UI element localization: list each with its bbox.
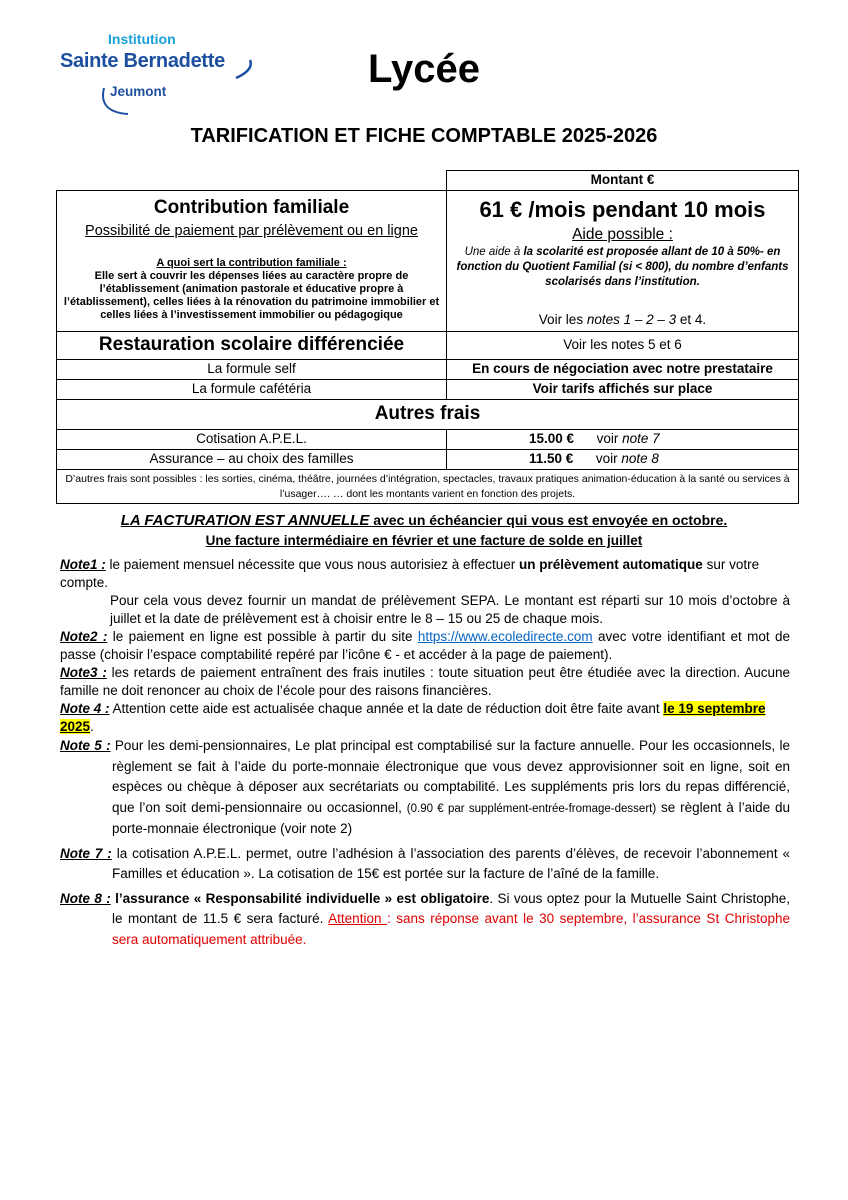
assurance-amount: 11.50 € <box>529 451 574 467</box>
autres-frais-title: Autres frais <box>57 400 799 430</box>
document-title: TARIFICATION ET FICHE COMPTABLE 2025-2026 <box>190 125 658 147</box>
note-7: Note 7 : la cotisation A.P.E.L. permet, outre l’adhésion à l’association des parents d’élèves, de recevoir l’abonnement « Familles et éducation ». La cotisation de 15€ est portée sur la facture de l’aîné de la famille. <box>60 845 790 881</box>
note-8: Note 8 : l’assurance « Responsabilité individuelle » est obligatoire. Si vous optez pour la Mutuelle Saint Christophe, le montant de 11.5 € sera facturé. Attention : sans réponse avant le 30 septembre, l’assurance St Christophe sera automatiquement attribuée. <box>60 890 790 947</box>
note-4: Note 4 : Attention cette aide est actualisée chaque année et la date de réduction doit être faite avant le 19 septembre 2025. <box>60 701 766 734</box>
note-1-continued: Pour cela vous devez fournir un mandat de prélèvement SEPA. Le montant est réparti sur 10 mois d’octobre à juillet et la date de prélèvement est à choisir entre le 8 – 15 ou 25 de chaque mois. <box>110 593 790 626</box>
tarif-table <box>56 170 799 504</box>
aid-title: Aide possible : <box>572 226 673 244</box>
ecoledirecte-link[interactable]: https://www.ecoledirecte.com <box>417 629 593 644</box>
note-3: Note3 : les retards de paiement entraînent des frais inutiles : toute situation peut être étudiée avec la direction. Aucune famille ne doit renoncer au choix de l’école pour des raisons financières. <box>60 665 790 698</box>
notes-section <box>60 556 790 950</box>
apel-amount: 15.00 € <box>529 431 575 447</box>
deadline-highlight: le 19 septembre 2025 <box>60 701 766 734</box>
assurance-value: 11.50 € voir note 8 <box>447 450 799 470</box>
apel-value: 15.00 € voir note 7 <box>447 430 799 450</box>
billing-line-2: Une facture intermédiaire en février et une facture de solde en juillet <box>205 533 643 548</box>
billing-line-1: LA FACTURATION EST ANNUELLE avec un échéancier qui vous est envoyée en octobre. <box>120 512 728 529</box>
contribution-title: Contribution familiale <box>153 197 350 218</box>
contribution-cell <box>57 191 447 332</box>
page-title: Lycée <box>368 47 480 91</box>
note-5: Note 5 : Pour les demi-pensionnaires, Le plat principal est comptabilisé sur la facture annuelle. Pour les occasionnels, le règlement se fait à l’aide du porte-monnaie électronique que vous devez approvisionner soit en ligne, soit en espèces ou chèque à déposer aux secrétariats ou comptabilité. Les suppléments pris lors du repas différencié, que l’on soit demi-pensionnaire ou occasionnel, (0.90 € par supplément-entrée-fromage-dessert) se règlent à l’aide du porte-monnaie électronique (voir note 2) <box>60 738 790 836</box>
empty-cell <box>57 171 447 191</box>
logo-text-institution: Institution <box>108 31 176 47</box>
autres-frais-footnote: D’autres frais sont possibles : les sorties, cinéma, théâtre, journées d’intégration, spectacles, travaux pratiques animation-éducation à la santé ou services à l’usager…. … dont les montants varient en fonction des projets. <box>57 470 799 504</box>
logo-text-city: Jeumont <box>110 84 167 99</box>
contribution-purpose-title: A quoi sert la contribution familiale : <box>156 257 347 270</box>
apel-label: Cotisation A.P.E.L. <box>57 430 447 450</box>
restauration-notes: Voir les notes 5 et 6 <box>447 332 799 360</box>
assurance-label: Assurance – au choix des familles <box>57 450 447 470</box>
contribution-see-notes: Voir les notes 1 – 2 – 3 et 4. <box>538 311 707 327</box>
montant-header: Montant € <box>447 171 799 191</box>
cafe-value: Voir tarifs affichés sur place <box>447 380 799 400</box>
contribution-amount: 61 € /mois pendant 10 mois <box>479 197 766 222</box>
note-1: Note1 : le paiement mensuel nécessite que vous nous autorisiez à effectuer un prélèvement automatique sur votre compte. <box>60 557 760 590</box>
contribution-amount-cell <box>447 191 799 332</box>
aid-text: Une aide à la scolarité est proposée allant de 10 à 50%- en fonction du Quotient Familial (si < 800), du nombre d’enfants scolarisés dans l’institution. <box>456 245 789 288</box>
logo-text-name: Sainte Bernadette <box>60 50 225 72</box>
note-2: Note2 : le paiement en ligne est possible à partir du site https://www.ecoledirecte.com avec votre identifiant et mot de passe (choisir l’espace comptabilité repéré par l’icône € - et accéder à la page de paiement). <box>60 629 790 662</box>
cafe-label: La formule cafétéria <box>57 380 447 400</box>
restauration-title: Restauration scolaire différenciée <box>57 332 447 360</box>
self-label: La formule self <box>57 360 447 380</box>
self-value: En cours de négociation avec notre prestataire <box>447 360 799 380</box>
contribution-subtitle: Possibilité de paiement par prélèvement ou en ligne <box>85 222 418 239</box>
contribution-purpose-text: Elle sert à couvrir les dépenses liées au caractère propre de l’établissement (animation pastorale et éducative propre à l’établissement), celles liées à la rénovation du patrimoine immobilier et celles liées à l’investissement immobilier ou pédagogique <box>63 270 440 322</box>
